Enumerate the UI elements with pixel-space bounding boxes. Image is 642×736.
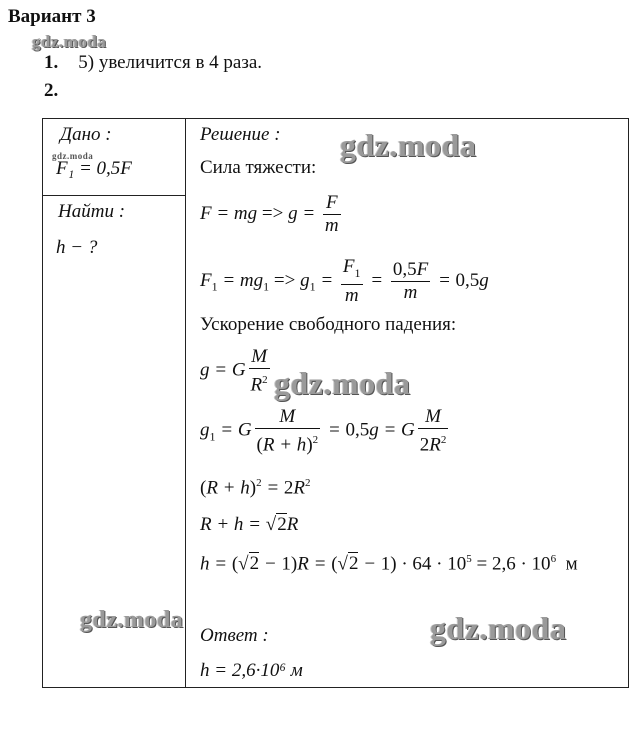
table-divider-horizontal — [42, 195, 185, 196]
given-label: Дано : — [60, 124, 112, 145]
find-value: h − ? — [56, 237, 98, 258]
question-1-answer: 5) увеличится в 4 раза. — [78, 52, 263, 73]
question-1-number: 1. — [44, 52, 59, 73]
watermark-4: gdz.moda — [430, 610, 567, 646]
find-label: Найти : — [58, 201, 126, 222]
question-2-number: 2. — [44, 80, 59, 101]
question-1 — [44, 52, 262, 74]
formula-square: $(R + h)^2 = 2R^2$ — [200, 477, 311, 499]
accel-label: Ускорение свободного падения: — [200, 314, 457, 335]
gravity-label: Сила тяжести: — [200, 157, 317, 178]
formula-sqrt: R + h = √2R — [200, 514, 299, 535]
answer-value: h = 2,6·10⁶ м — [200, 660, 303, 681]
solution-label: Решение : — [200, 124, 281, 145]
watermark-3: gdz.moda — [80, 607, 184, 633]
watermark-top: gdz.moda — [32, 32, 107, 51]
formula-h: $h = (√2 - 1)R = (√2 - 1) \cdot 64 \cdot 10^5 = 2,6 \cdot 10^6$ м — [200, 553, 578, 575]
formula-g-gm: g = G $\frac{M}{R^2}$ — [200, 346, 268, 396]
formula-f-mg: F = mg => g = $\frac{F}{m}$ — [200, 192, 339, 236]
page-title: Вариант 3 — [8, 6, 96, 27]
formula-f1-mg1: $F_1 = mg_1 => g_1$ = $\frac{F_1}{m}$ = $\frac{0,5F}{m}$ = 0,5g — [200, 256, 489, 306]
formula-g1: $g_1 = G$ $\frac{M}{(R + h)^2}$ = 0,5g = G $\frac{M}{2R^2}$ — [200, 406, 447, 456]
answer-label: Ответ : — [200, 625, 269, 646]
watermark-1: gdz.moda — [340, 127, 477, 163]
table-divider-vertical — [185, 118, 186, 688]
watermark-small: gdz.moda — [52, 151, 94, 161]
given-value: F₁ = 0,5F — [56, 158, 132, 179]
watermark-2: gdz.moda — [274, 365, 411, 401]
